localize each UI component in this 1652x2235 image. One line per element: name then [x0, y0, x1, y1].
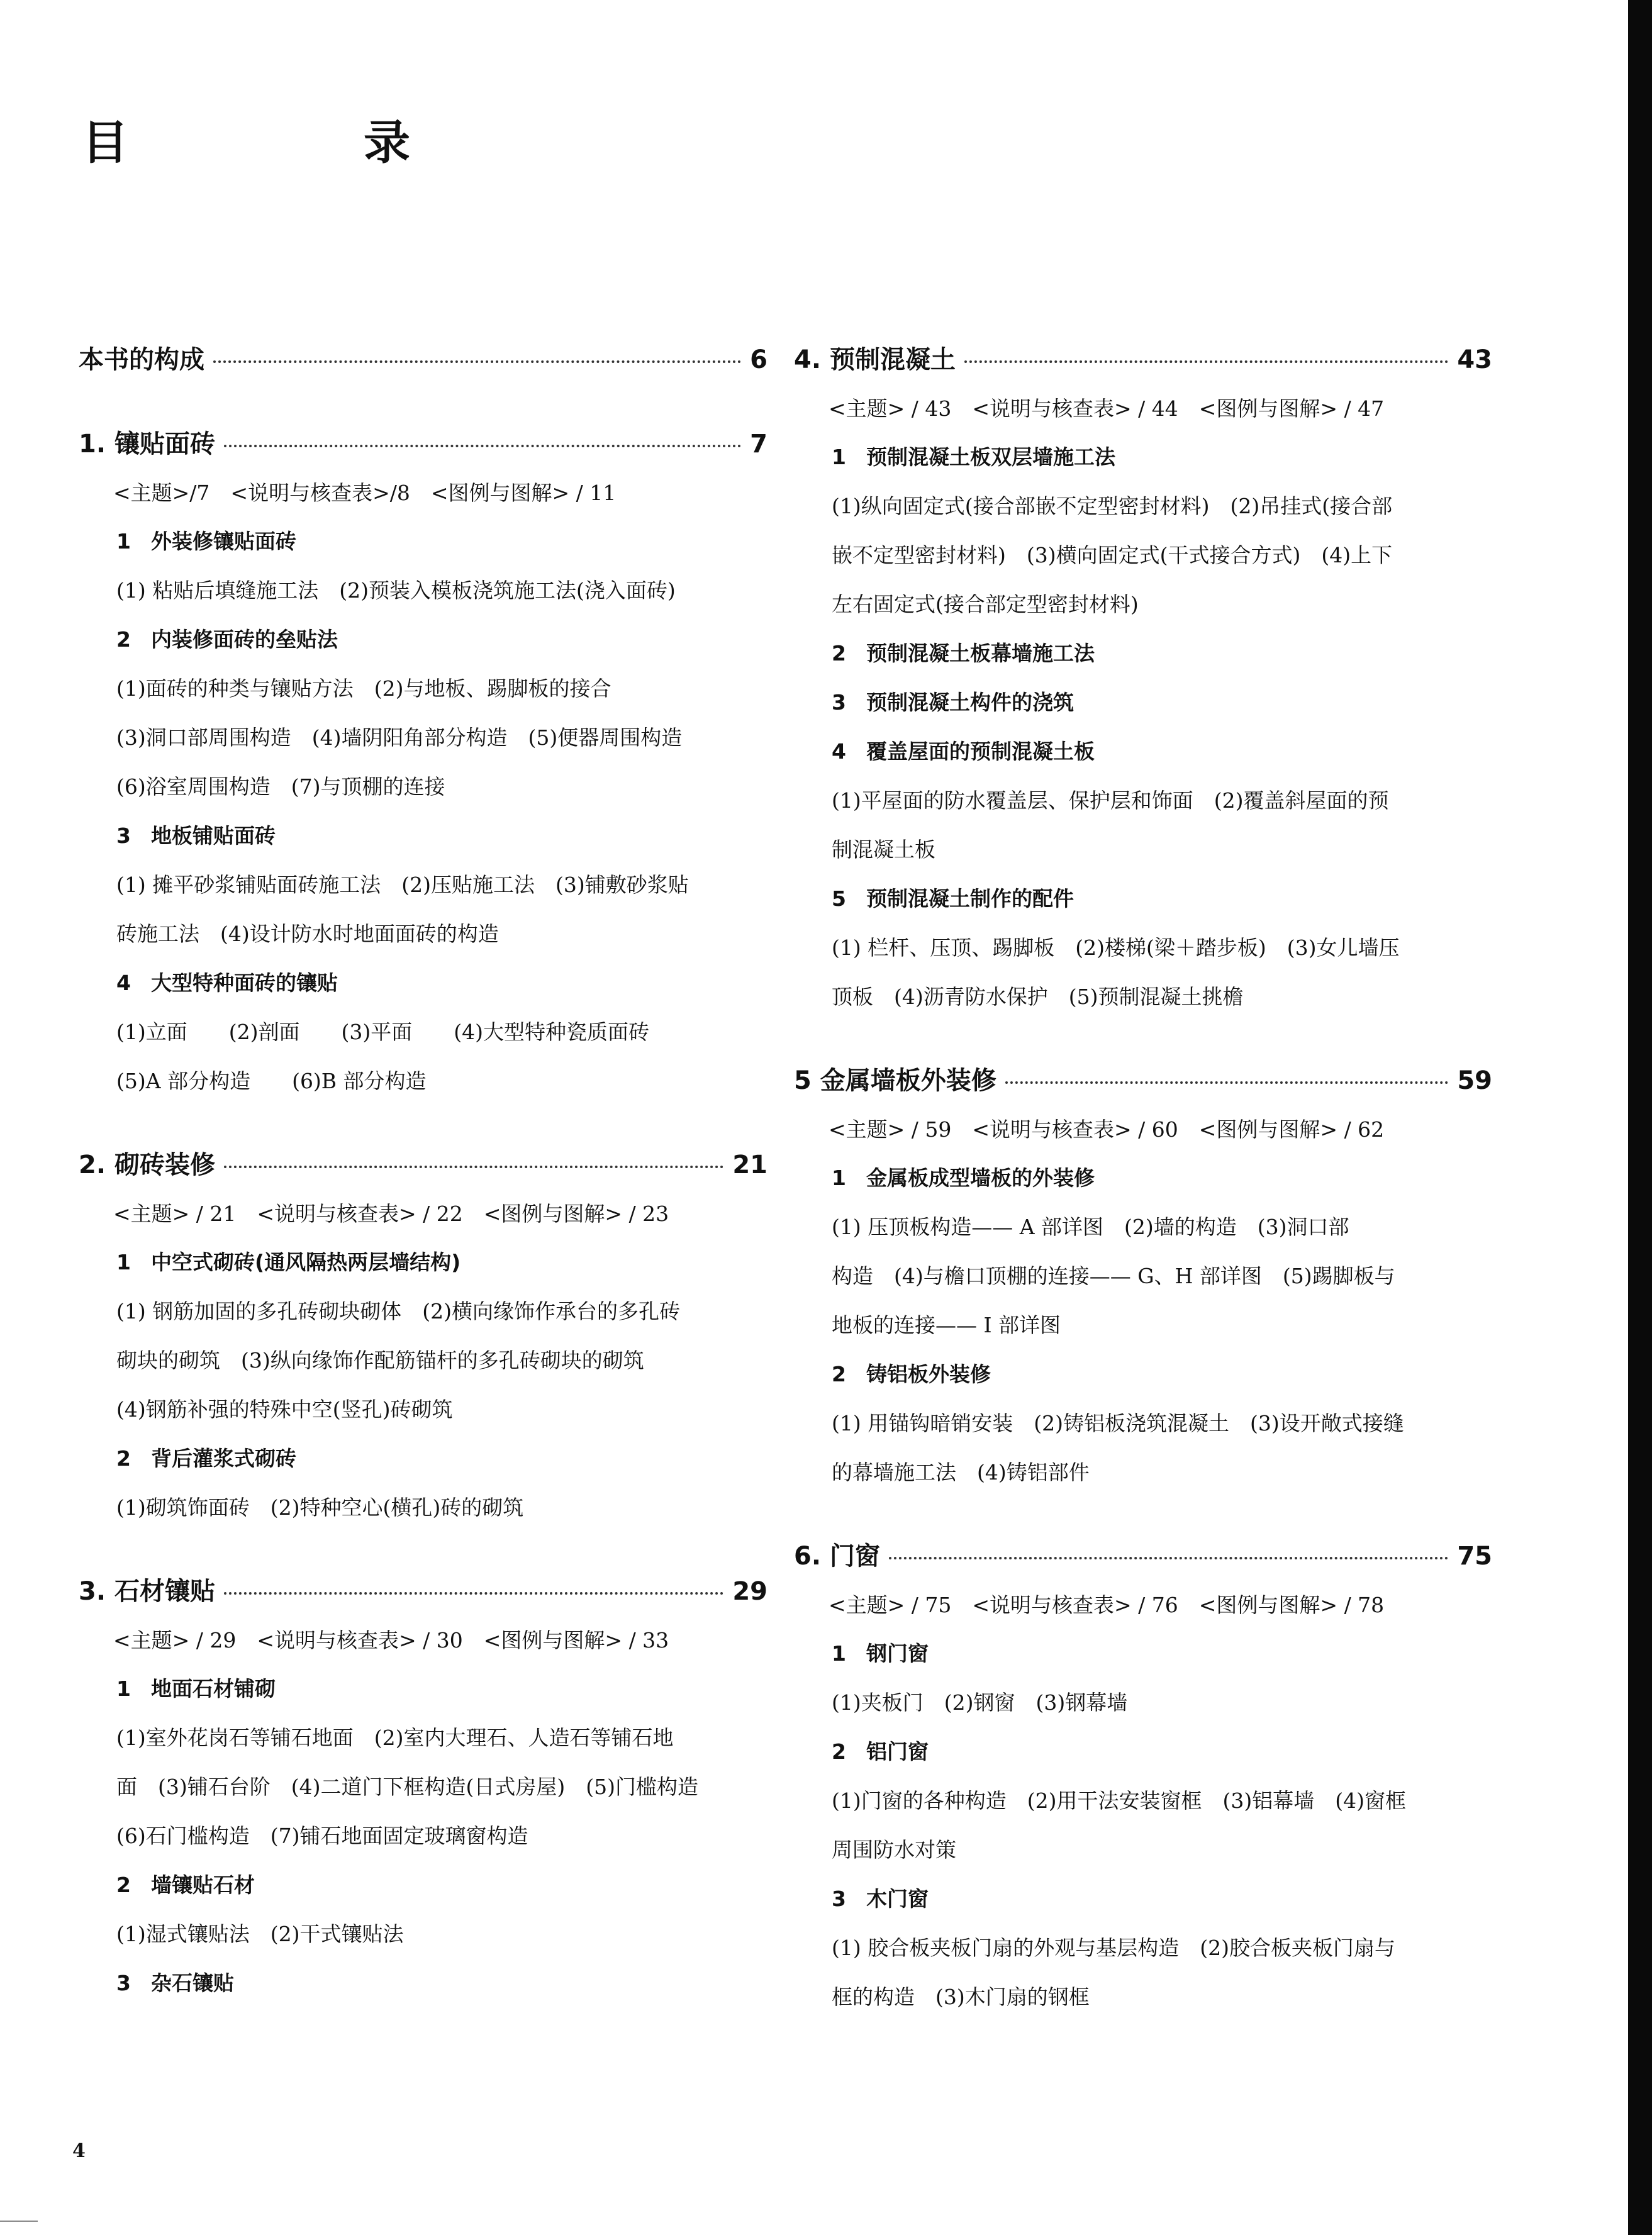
toc-detail-line: 周围防水对策 [832, 1837, 956, 1862]
section-title: 内装修面砖的垒贴法 [151, 627, 338, 652]
toc-detail-line: 制混凝土板 [832, 837, 935, 862]
toc-detail-line: 砖施工法 (4)设计防水时地面面砖的构造 [116, 922, 499, 946]
section-number: 2 [832, 641, 846, 666]
toc-section-heading[interactable] [79, 811, 767, 861]
section-title: 外装修镶贴面砖 [151, 529, 296, 554]
section-number: 2 [832, 1739, 846, 1764]
section-number: 2 [116, 1873, 131, 1897]
section-title: 地板铺贴面砖 [151, 823, 276, 848]
toc-chapter-entry[interactable] [79, 340, 767, 385]
chapter-sub-references: <主题> / 59 <说明与核查表> / 60 <图例与图解> / 62 [829, 1117, 1385, 1142]
section-number: 3 [832, 1887, 846, 1911]
dot-leader [224, 1166, 723, 1168]
dot-leader [213, 360, 741, 363]
section-number: 1 [116, 1250, 131, 1274]
section-number: 1 [832, 445, 846, 469]
toc-detail-line: (1)立面 (2)剖面 (3)平面 (4)大型特种瓷质面砖 [116, 1020, 649, 1044]
toc-detail-line: 框的构造 (3)木门扇的钢框 [832, 1985, 1090, 2009]
toc-detail-line: 构造 (4)与檐口顶棚的连接—— G、H 部详图 (5)踢脚板与 [832, 1264, 1395, 1288]
chapter-page-number: 29 [732, 1577, 767, 1606]
toc-section-heading[interactable] [79, 517, 767, 566]
toc-section-heading[interactable] [794, 433, 1492, 482]
toc-section-heading[interactable] [79, 1238, 767, 1287]
toc-section-heading[interactable] [794, 727, 1492, 776]
toc-detail-line: 的幕墙施工法 (4)铸铝部件 [832, 1460, 1090, 1485]
section-number: 2 [116, 627, 131, 652]
section-title: 大型特种面砖的镶贴 [151, 971, 338, 995]
toc-chapter-entry[interactable] [79, 1571, 767, 1617]
section-title: 预制混凝土板双层墙施工法 [866, 445, 1115, 469]
section-number: 2 [116, 1446, 131, 1471]
section-title: 中空式砌砖(通风隔热两层墙结构) [151, 1250, 461, 1274]
section-number: 3 [832, 690, 846, 715]
dot-leader [224, 445, 741, 447]
toc-chapter-entry[interactable] [79, 424, 767, 469]
section-number: 1 [116, 529, 131, 554]
toc-detail-line: 地板的连接—— I 部详图 [832, 1313, 1061, 1337]
chapter-title: 3. 石材镶贴 [79, 1577, 215, 1606]
dot-leader [964, 360, 1448, 363]
toc-detail-line: (1) 胶合板夹板门扇的外观与基层构造 (2)胶合板夹板门扇与 [832, 1936, 1395, 1960]
toc-chapter-entry[interactable] [79, 1145, 767, 1190]
section-title: 铸铝板外装修 [866, 1362, 991, 1386]
section-title: 背后灌浆式砌砖 [151, 1446, 296, 1471]
chapter-page-number: 75 [1457, 1542, 1492, 1571]
chapter-page-number: 7 [750, 430, 767, 459]
toc-detail-line: (5)A 部分构造 (6)B 部分构造 [116, 1069, 427, 1093]
toc-detail-line: (1)平屋面的防水覆盖层、保护层和饰面 (2)覆盖斜屋面的预 [832, 788, 1389, 813]
section-title: 木门窗 [866, 1887, 929, 1911]
toc-section-heading[interactable] [794, 1727, 1492, 1776]
toc-chapter-entry[interactable] [794, 1061, 1492, 1106]
section-title: 预制混凝土板幕墙施工法 [866, 641, 1095, 666]
toc-detail-line: 左右固定式(接合部定型密封材料) [832, 592, 1139, 616]
toc-section-heading[interactable] [794, 629, 1492, 678]
toc-section-heading[interactable] [79, 1959, 767, 2008]
section-number: 3 [116, 1971, 131, 1995]
toc-detail-line: (1)砌筑饰面砖 (2)特种空心(横孔)砖的砌筑 [116, 1495, 524, 1520]
toc-section-heading[interactable] [79, 1434, 767, 1483]
toc-detail-line: (1) 摊平砂浆铺贴面砖施工法 (2)压贴施工法 (3)铺敷砂浆贴 [116, 872, 689, 897]
scan-edge-bar [1628, 0, 1652, 2235]
dot-leader [889, 1557, 1448, 1559]
page-title: 目 录 [82, 116, 505, 170]
toc-section-heading[interactable] [794, 1154, 1492, 1203]
toc-right-column [794, 340, 1492, 2022]
chapter-title: 4. 预制混凝土 [794, 345, 956, 374]
toc-detail-line: (1) 粘贴后填缝施工法 (2)预装入模板浇筑施工法(浇入面砖) [116, 578, 676, 603]
section-number: 2 [832, 1362, 846, 1386]
section-gap [794, 1022, 1492, 1061]
section-number: 3 [116, 823, 131, 848]
chapter-sub-references: <主题>/7 <说明与核查表>/8 <图例与图解> / 11 [113, 481, 617, 505]
chapter-title: 本书的构成 [79, 345, 204, 374]
toc-detail-line: (1) 压顶板构造—— A 部详图 (2)墙的构造 (3)洞口部 [832, 1215, 1349, 1239]
section-title: 预制混凝土制作的配件 [866, 886, 1074, 911]
footer-rule [0, 2221, 38, 2222]
section-number: 4 [832, 739, 846, 764]
toc-detail-line: (1)门窗的各种构造 (2)用干法安装窗框 (3)铝幕墙 (4)窗框 [832, 1788, 1406, 1813]
section-number: 4 [116, 971, 131, 995]
chapter-sub-references: <主题> / 75 <说明与核查表> / 76 <图例与图解> / 78 [829, 1593, 1385, 1617]
toc-chapter-entry[interactable] [794, 340, 1492, 385]
chapter-title: 1. 镶贴面砖 [79, 430, 215, 459]
section-title: 地面石材铺砌 [151, 1676, 276, 1701]
chapter-page-number: 21 [732, 1151, 767, 1179]
chapter-sub-references: <主题> / 21 <说明与核查表> / 22 <图例与图解> / 23 [113, 1201, 669, 1226]
section-number: 1 [116, 1676, 131, 1701]
section-gap [79, 1532, 767, 1571]
toc-detail-line: 顶板 (4)沥青防水保护 (5)预制混凝土挑檐 [832, 984, 1244, 1009]
section-title: 杂石镶贴 [151, 1971, 234, 1995]
chapter-sub-references: <主题> / 29 <说明与核查表> / 30 <图例与图解> / 33 [113, 1628, 669, 1653]
toc-section-heading[interactable] [794, 1875, 1492, 1924]
toc-section-heading[interactable] [794, 1629, 1492, 1678]
toc-section-heading[interactable] [794, 678, 1492, 727]
toc-detail-line: (1)面砖的种类与镶贴方法 (2)与地板、踢脚板的接合 [116, 676, 611, 701]
section-title: 钢门窗 [866, 1641, 929, 1666]
toc-detail-line: (1) 钢筋加固的多孔砖砌块砌体 (2)横向缘饰作承台的多孔砖 [116, 1299, 680, 1324]
chapter-sub-references: <主题> / 43 <说明与核查表> / 44 <图例与图解> / 47 [829, 396, 1385, 421]
dot-leader [224, 1592, 723, 1595]
chapter-page-number: 6 [750, 345, 767, 374]
chapter-page-number: 59 [1457, 1066, 1492, 1095]
toc-section-heading[interactable] [794, 874, 1492, 923]
page-number: 4 [72, 2140, 86, 2162]
toc-section-heading[interactable] [79, 1861, 767, 1910]
toc-detail-line: (1) 栏杆、压顶、踢脚板 (2)楼梯(梁＋踏步板) (3)女儿墙压 [832, 935, 1400, 960]
toc-detail-line: (3)洞口部周围构造 (4)墙阴阳角部分构造 (5)便器周围构造 [116, 725, 683, 750]
toc-detail-line: (6)浴室周围构造 (7)与顶棚的连接 [116, 774, 445, 799]
toc-detail-line: (1)湿式镶贴法 (2)干式镶贴法 [116, 1922, 404, 1946]
toc-detail-line: 嵌不定型密封材料) (3)横向固定式(干式接合方式) (4)上下 [832, 543, 1393, 567]
section-title: 预制混凝土构件的浇筑 [866, 690, 1074, 715]
chapter-title: 2. 砌砖装修 [79, 1151, 215, 1179]
section-gap [79, 385, 767, 424]
toc-detail-line: (1)纵向固定式(接合部嵌不定型密封材料) (2)吊挂式(接合部 [832, 494, 1393, 518]
toc-chapter-entry[interactable] [794, 1536, 1492, 1581]
toc-section-heading[interactable] [79, 1664, 767, 1714]
section-gap [794, 1497, 1492, 1536]
toc-left-column [79, 340, 767, 2008]
section-title: 覆盖屋面的预制混凝土板 [866, 739, 1095, 764]
toc-detail-line: (6)石门槛构造 (7)铺石地面固定玻璃窗构造 [116, 1824, 528, 1848]
toc-detail-line: (4)钢筋补强的特殊中空(竖孔)砖砌筑 [116, 1397, 453, 1422]
section-number: 1 [832, 1641, 846, 1666]
section-gap [79, 1106, 767, 1145]
section-title: 金属板成型墙板的外装修 [866, 1166, 1095, 1190]
section-title: 墙镶贴石材 [151, 1873, 255, 1897]
toc-detail-line: 面 (3)铺石台阶 (4)二道门下框构造(日式房屋) (5)门槛构造 [116, 1775, 698, 1799]
toc-section-heading[interactable] [79, 959, 767, 1008]
toc-detail-line: (1) 用锚钩暗销安装 (2)铸铝板浇筑混凝土 (3)设开敞式接缝 [832, 1411, 1404, 1435]
section-number: 5 [832, 886, 846, 911]
chapter-title: 5 金属墙板外装修 [794, 1066, 996, 1095]
dot-leader [1005, 1081, 1449, 1084]
toc-section-heading[interactable] [79, 615, 767, 664]
toc-detail-line: 砌块的砌筑 (3)纵向缘饰作配筋锚杆的多孔砖砌块的砌筑 [116, 1348, 644, 1373]
chapter-page-number: 43 [1457, 345, 1492, 374]
toc-section-heading[interactable] [794, 1350, 1492, 1399]
toc-detail-line: (1)夹板门 (2)钢窗 (3)钢幕墙 [832, 1690, 1128, 1715]
section-title: 铝门窗 [866, 1739, 929, 1764]
chapter-title: 6. 门窗 [794, 1542, 880, 1571]
section-number: 1 [832, 1166, 846, 1190]
toc-detail-line: (1)室外花岗石等铺石地面 (2)室内大理石、人造石等铺石地 [116, 1725, 674, 1750]
